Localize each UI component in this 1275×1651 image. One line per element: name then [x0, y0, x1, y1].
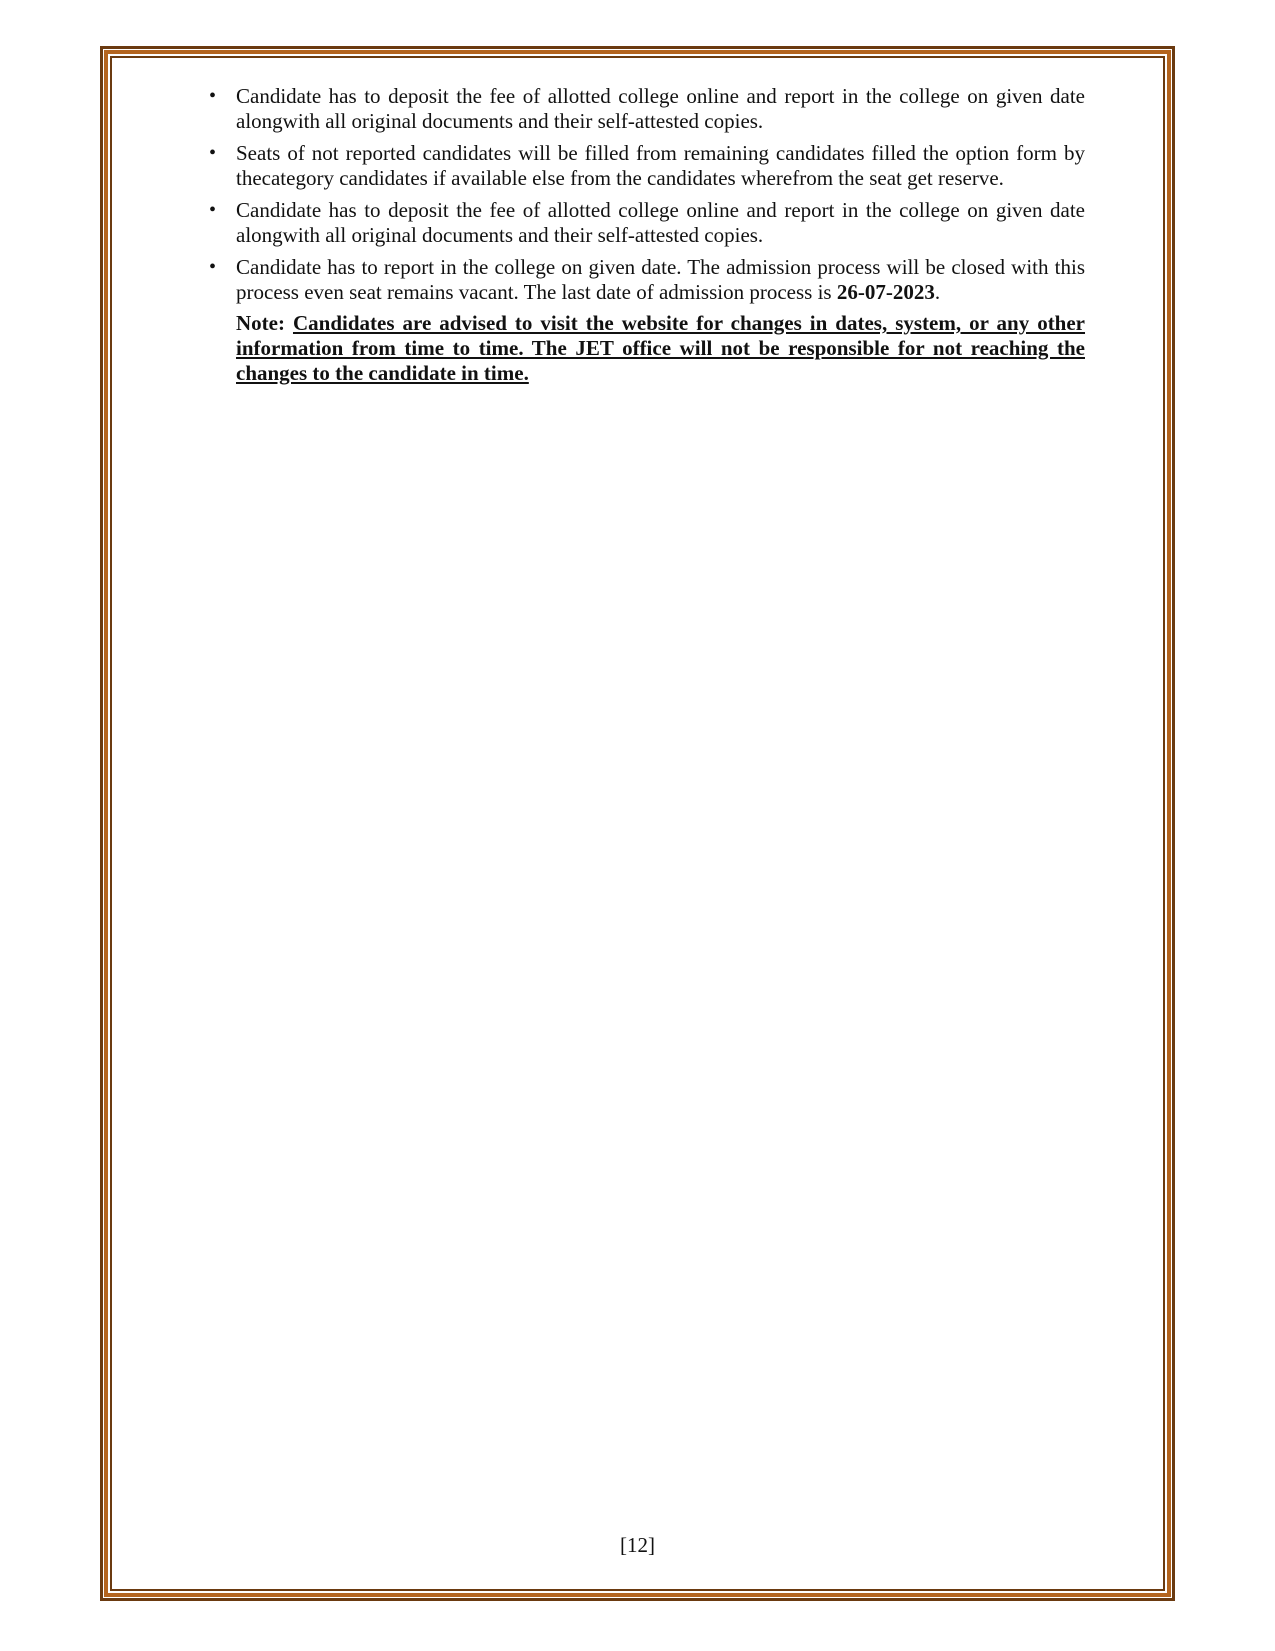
page-number: [12]: [620, 1533, 655, 1557]
note-text: Candidates are advised to visit the website for changes in dates, system, or any other information from time to time. The JET office will not be responsible for not reaching the changes to the candidate in time.: [236, 311, 1086, 385]
list-item-text: Seats of not reported candidates will be filled from remaining candidates filled the option form by thecategory candidates if available else from the candidates wherefrom the seat get reserve.: [236, 141, 1085, 190]
list-item-text: Candidate has to deposit the fee of allotted college online and report in the college on given date alongwith all original documents and their self-attested copies.: [236, 198, 1085, 247]
list-item-text: Candidate has to report in the college on given date. The admission process will be closed with this process even seat remains vacant. The last date of admission process is: [236, 255, 1085, 304]
list-item: [205, 84, 1085, 134]
note-paragraph: [236, 311, 1085, 386]
list-item: [205, 141, 1085, 191]
bullet-icon: •: [209, 85, 217, 107]
bullet-icon: •: [209, 142, 217, 164]
bullet-icon: •: [209, 199, 217, 221]
bullet-icon: •: [209, 256, 217, 278]
instruction-list: [205, 84, 1085, 305]
list-item-end: .: [934, 280, 941, 304]
list-item: [205, 255, 1085, 305]
document-body: [205, 84, 1085, 386]
list-item-text: Candidate has to deposit the fee of allotted college online and report in the college on given date alongwith all original documents and their self-attested copies.: [236, 84, 1085, 133]
list-item: [205, 198, 1085, 248]
note-label: Note:: [236, 311, 285, 335]
last-admission-date: 26-07-2023: [836, 280, 935, 304]
